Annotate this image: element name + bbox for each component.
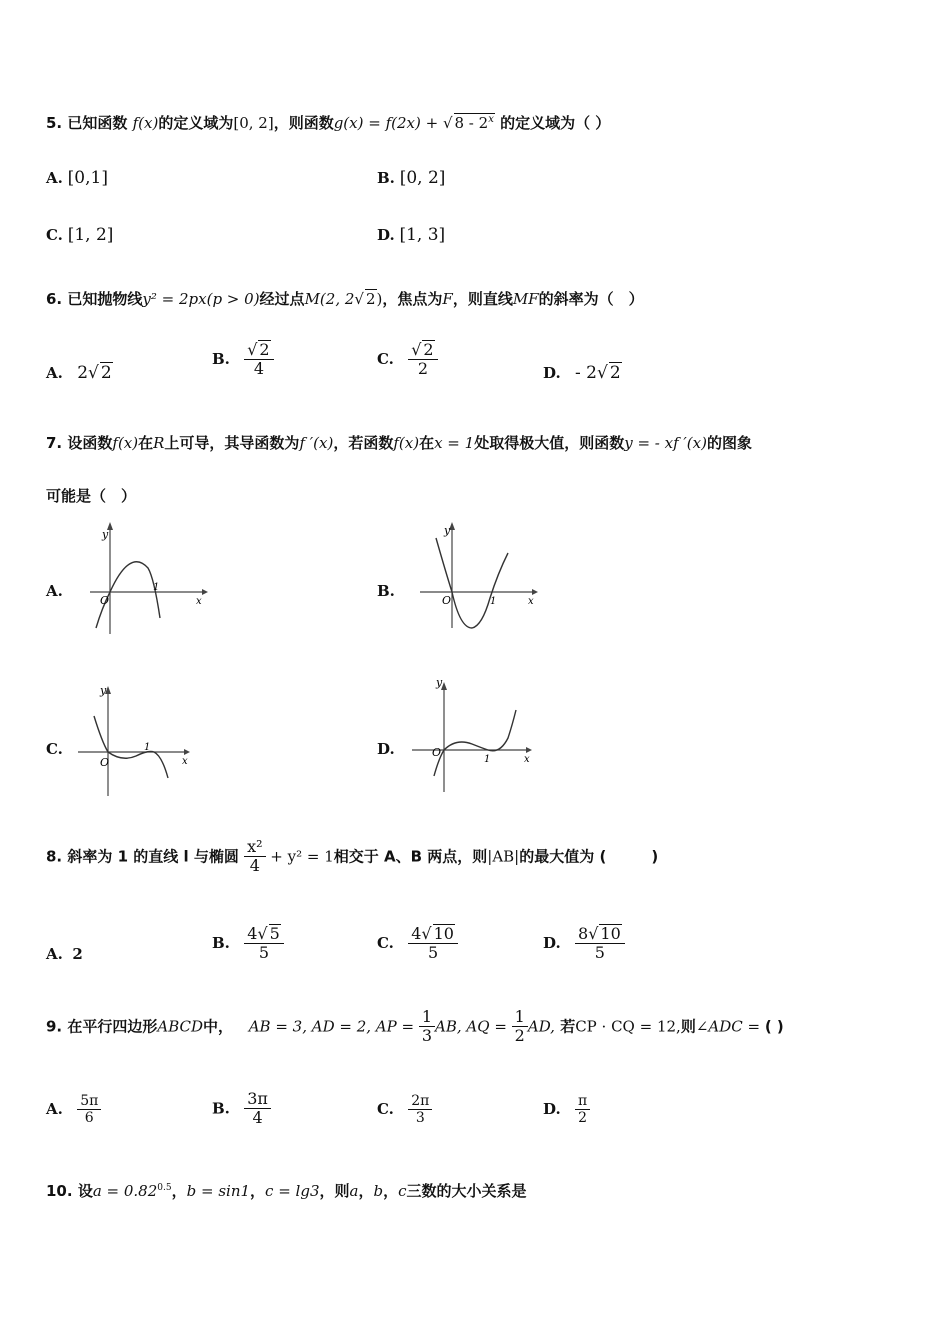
q9-option-d[interactable] [543,1093,590,1126]
question-number: 8. [46,847,63,866]
option-label: A. [46,945,63,963]
option-fraction [408,1093,432,1126]
denominator: 2 [514,1026,525,1046]
option-label: C. [377,933,394,952]
math-expr: c = lg3 [265,1182,320,1200]
stem-text: 设函数 [67,434,113,452]
q5-option-a[interactable] [46,168,108,188]
option-label: C. [46,226,63,244]
denominator: 2 [417,359,428,379]
stem-text: 的图象 [706,434,752,452]
stem-text: 的斜率为（ ） [538,290,644,308]
option-value: [0,1] [67,168,108,188]
stem-text: ，则 [319,1182,350,1200]
option-label: B. [212,349,230,368]
math-expr: ) [376,290,383,308]
math-expr: y² = 2px(p > 0) [142,290,260,308]
stem-text: 可能是（ ） [46,487,137,505]
question-number: 10. [46,1182,73,1200]
stem-text: ，焦点为 [382,290,443,308]
q9-option-a[interactable] [46,1093,101,1126]
math-expr: g(x) = f(2x) + [333,114,443,132]
math-expr: AD, [527,1017,555,1036]
math-expr: CP · CQ = 12, [575,1017,681,1036]
numerator: x² [244,838,265,857]
coefficient: - 2 [575,363,597,383]
numerator: π [575,1093,590,1110]
radicand: 2 [365,290,376,308]
denominator: 3 [421,1026,433,1046]
option-value: [0, 2] [399,168,446,188]
math-expr: f(x) [132,114,159,132]
q6-option-a[interactable] [46,362,113,383]
option-fraction [77,1093,101,1126]
radical: √ 2 [354,290,376,308]
option-label: C. [377,349,394,368]
option-label: B. [212,933,230,952]
math-expr: + y² = 1 [265,847,334,866]
stem-text: 在平行四边形 [67,1017,158,1036]
option-fraction [244,1090,271,1128]
math-expr: b [373,1182,384,1200]
exponent: 0.5 [157,1183,172,1193]
stem-text: 则 [680,1017,696,1036]
q6-option-c[interactable] [377,340,438,379]
tick-label: 1 [144,742,151,753]
q7-option-b-graph[interactable] [420,518,540,640]
math-expr: M(2, 2 [304,290,355,308]
q8-option-b[interactable] [212,924,284,963]
q6-option-b[interactable] [212,340,274,379]
x-label: x [528,596,534,607]
stem-text: 相交于 A、B 两点，则 [333,847,488,866]
radicand: 8 - 2 [454,114,489,132]
denominator: 2 [578,1110,588,1127]
option-fraction: $\frac{√ 2}{2}$ [408,340,437,379]
radical: √ 8 - 2$^x$ [442,114,494,132]
question-7-stem [46,432,752,453]
question-number: 9. [46,1017,63,1036]
numerator: 2π [408,1093,432,1110]
stem-text: 上可导，其导函数为 [164,434,300,452]
numerator: 1 [419,1008,435,1027]
stem-text: 经过点 [259,290,305,308]
option-fraction: $\frac{8√ 10}{5}$ [575,924,625,963]
origin-label: O [100,594,110,607]
option-value: 2 [72,945,83,963]
stem-text: ， [383,1182,399,1200]
option-value: [1, 3] [399,225,446,245]
y-label: y [102,528,109,541]
option-fraction: $\frac{√ 2}{4}$ [244,340,273,379]
math-expr: c [398,1182,407,1200]
numerator: 3π [244,1090,271,1109]
option-label: A. [46,169,63,187]
math-expr: f(x) [393,434,420,452]
denominator: 5 [258,943,270,963]
option-fraction [575,1093,590,1126]
math-expr: f(x) [112,434,139,452]
stem-text: ，若函数 [333,434,394,452]
math-expr: a [349,1182,359,1200]
curve [436,538,508,628]
option-label: D. [543,364,561,382]
math-expr: b = sin1 [186,1182,251,1200]
radicand: 10 [433,924,454,943]
option-label: D. [543,1100,561,1119]
stem-text: 设 [77,1182,93,1200]
denominator: 3 [415,1110,425,1127]
q7-option-c-label[interactable] [46,740,63,758]
question-number: 7. [46,434,63,452]
option-label: A. [46,364,63,382]
q7-option-d-graph[interactable] [412,672,542,796]
ellipse-fraction [244,838,265,876]
numerator: 1 [512,1008,528,1027]
option-value: 2√ 2 [77,363,112,383]
stem-text: ， [250,1182,266,1200]
stem-text: 在 [138,434,154,452]
y-label: y [436,676,443,689]
radicand: 2 [609,363,621,383]
stem-text: ，则直线 [452,290,513,308]
math-expr: y = - xf ′(x) [624,434,707,452]
fraction-one-third [419,1008,435,1046]
radicand: 2 [100,363,112,383]
option-label: C. [46,740,63,758]
radicand: 10 [600,924,621,943]
math-expr: AB, AQ = [435,1017,512,1036]
math-expr: ABCD [157,1017,204,1036]
q5-option-b[interactable] [377,168,445,188]
q9-option-c[interactable] [377,1093,432,1126]
radicand: 2 [259,340,270,359]
x-axis-arrow [184,749,190,755]
tick-label: 1 [484,754,491,765]
math-expr: R [153,434,165,452]
origin-label: O [432,746,442,759]
q8-option-c[interactable] [377,924,458,963]
denominator: 4 [252,1108,263,1128]
question-7-stem-line2 [46,485,136,506]
tick-label: 1 [153,582,160,593]
radicand: 2 [423,340,434,359]
option-label: D. [377,740,395,758]
option-label: B. [212,1099,230,1118]
tick-label: 1 [490,596,497,607]
math-expr: AB = 3, AD = 2, AP = [248,1017,419,1036]
q7-option-c-graph[interactable] [78,680,198,800]
origin-label: O [442,594,452,607]
radicand: 5 [269,924,280,943]
stem-text: ， [171,1182,187,1200]
math-expr: |AB| [487,847,520,866]
option-value: - 2√ 2 [575,363,621,383]
q7-option-a-graph[interactable] [90,518,210,640]
coefficient: 4 [411,924,422,943]
q7-option-b-label[interactable] [377,582,395,600]
q7-option-a-label[interactable] [46,582,63,600]
stem-text: 在 [419,434,435,452]
math-expr: ∠ADC = [695,1017,765,1036]
option-label: A. [46,582,63,600]
option-label: D. [543,933,561,952]
question-6-stem [46,288,644,309]
math-expr: a = 0.82 [92,1182,158,1200]
curve [434,710,516,776]
stem-text: 的最大值为 ( ) [519,847,659,866]
question-number: 5. [46,114,63,132]
exponent: x [488,114,494,125]
question-5-stem [46,112,610,133]
question-9-stem [46,1008,784,1046]
denominator: 5 [594,943,605,963]
q6-option-d[interactable] [543,362,622,383]
option-fraction: $\frac{4√ 5}{5}$ [244,924,284,963]
denominator: 4 [249,856,260,876]
option-label: A. [46,1100,63,1119]
y-label: y [444,524,451,537]
q5-option-d[interactable] [377,225,445,245]
numerator: 5π [77,1093,101,1110]
denominator: 5 [428,943,439,963]
x-label: x [182,756,188,767]
stem-text: ( ) [764,1017,784,1036]
question-8-stem [46,838,658,876]
fraction-one-half [512,1008,528,1046]
option-value: [1, 2] [67,225,114,245]
stem-text: 已知函数 [67,114,128,132]
coefficient: 8 [578,924,589,943]
denominator: 6 [84,1110,94,1127]
q7-option-d-label[interactable] [377,740,395,758]
stem-text: 的定义域为（ ） [494,114,611,132]
math-expr: x = 1 [434,434,475,452]
coefficient: 4 [247,924,258,943]
origin-label: O [100,756,110,769]
stem-text: 中， [203,1017,234,1036]
stem-text: ，则函数 [273,114,334,132]
question-10-stem [46,1180,527,1201]
option-label: D. [377,226,395,244]
option-label: C. [377,1100,394,1119]
q5-option-c[interactable] [46,225,113,245]
math-expr: MF [512,290,539,308]
option-label: B. [377,169,395,187]
stem-text: 斜率为 1 的直线 l 与椭圆 [67,847,239,866]
stem-text: ， [358,1182,374,1200]
x-axis-arrow [202,589,208,595]
stem-text: 已知抛物线 [67,290,143,308]
x-label: x [524,754,530,765]
stem-text: 处取得极大值，则函数 [474,434,625,452]
math-expr: f ′(x) [299,434,334,452]
q8-option-d[interactable] [543,924,625,963]
y-label: y [100,684,107,697]
stem-text: 三数的大小关系是 [406,1182,527,1200]
math-expr: [0, 2] [233,114,274,132]
stem-text: 的定义域为 [158,114,234,132]
q8-option-a[interactable] [46,945,83,963]
math-expr: F [442,290,453,308]
stem-text: 若 [560,1017,576,1036]
option-fraction: $\frac{4√ 10}{5}$ [408,924,458,963]
x-axis-arrow [526,747,532,753]
denominator: 4 [253,359,264,379]
x-axis-arrow [532,589,538,595]
option-label: B. [377,582,395,600]
q9-option-b[interactable] [212,1090,271,1128]
question-number: 6. [46,290,63,308]
x-label: x [196,596,202,607]
coefficient: 2 [77,363,89,383]
